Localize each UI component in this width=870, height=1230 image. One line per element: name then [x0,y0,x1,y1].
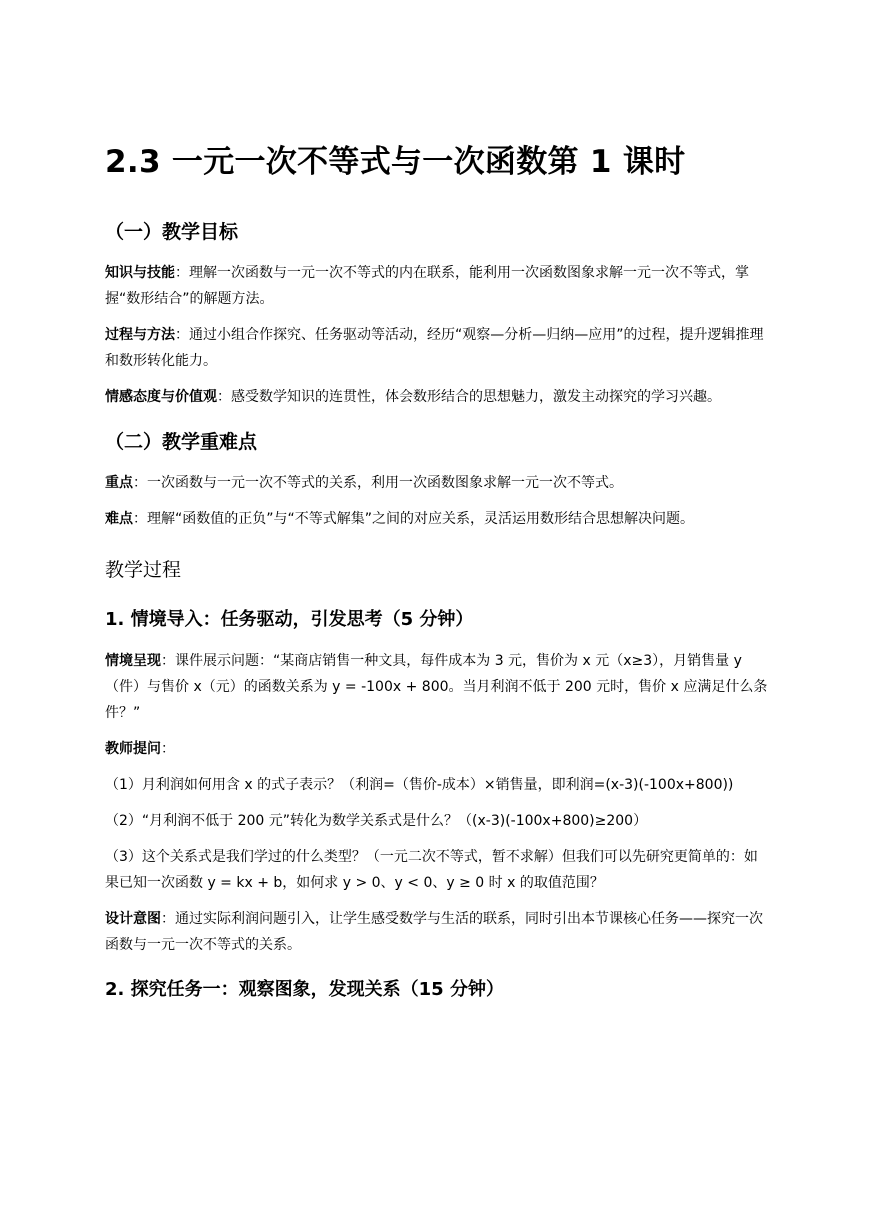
objective-emotion-label: 情感态度与价值观 [105,389,217,405]
key-point-focus-text: ：一次函数与一元一次不等式的关系，利用一次函数图象求解一元一次不等式。 [133,475,623,491]
objective-process-label: 过程与方法 [105,327,175,343]
step1-question-1: （1）月利润如何用含 x 的式子表示？（利润=（售价-成本）×销售量，即利润=(x-3)(-100x+800)) [105,777,734,793]
step1-heading: 1. 情境导入：任务驱动，引发思考（5 分钟） [105,609,474,630]
step1-intent-text: ：通过实际利润问题引入，让学生感受数学与生活的联系，同时引出本节课核心任务——探究一次函数与一元一次不等式的关系。 [105,911,763,953]
key-point-focus [105,470,770,496]
step2-heading: 2. 探究任务一：观察图象，发现关系（15 分钟） [105,979,504,1000]
objective-process-text: ：通过小组合作探究、任务驱动等活动，经历“观察—分析—归纳—应用”的过程，提升逻辑推理和数形转化能力。 [105,327,764,369]
step1-teacher-label: 教师提问 [105,741,161,757]
step1-question-2: （2）“月利润不低于 200 元”转化为数学关系式是什么？（(x-3)(-100x+800)≥200） [105,813,648,829]
step1-scenario [105,648,770,726]
objective-knowledge-text: ：理解一次函数与一元一次不等式的内在联系，能利用一次函数图象求解一元一次不等式，掌握“数形结合”的解题方法。 [105,265,749,307]
objectives-heading: （一）教学目标 [105,221,239,243]
process-heading: 教学过程 [105,559,182,581]
key-point-focus-label: 重点 [105,475,133,491]
key-point-difficulty [105,506,770,532]
objective-process [105,322,770,374]
objective-knowledge [105,260,770,312]
document-title: 2.3 一元一次不等式与一次函数第 1 课时 [105,144,686,180]
key-point-difficulty-label: 难点 [105,511,133,527]
key-point-difficulty-text: ：理解“函数值的正负”与“不等式解集”之间的对应关系，灵活运用数形结合思想解决问题。 [133,511,695,527]
objective-knowledge-label: 知识与技能 [105,265,175,281]
step1-scenario-text: ：课件展示问题：“某商店销售一种文具，每件成本为 3 元，售价为 x 元（x≥3），月销售量 y（件）与售价 x（元）的函数关系为 y = -100x + 800。当月利润不低于 200 元时，售价 x 应满足什么条件？” [105,653,768,721]
objective-emotion-text: ：感受数学知识的连贯性，体会数形结合的思想魅力，激发主动探究的学习兴趣。 [217,389,721,405]
step1-question-3: （3）这个关系式是我们学过的什么类型？（一元二次不等式，暂不求解）但我们可以先研究更简单的：如果已知一次函数 y = kx + b，如何求 y > 0、y < 0、y ≥ 0 时 x 的取值范围？ [105,849,758,891]
step1-teacher-questions [105,736,770,762]
objective-emotion [105,384,770,410]
document-content [105,140,770,1018]
step1-teacher-suffix: ： [161,741,175,757]
step1-scenario-label: 情境呈现 [105,653,161,669]
key-points-heading: （二）教学重难点 [105,431,258,453]
step1-intent [105,906,770,958]
step1-intent-label: 设计意图 [105,911,161,927]
